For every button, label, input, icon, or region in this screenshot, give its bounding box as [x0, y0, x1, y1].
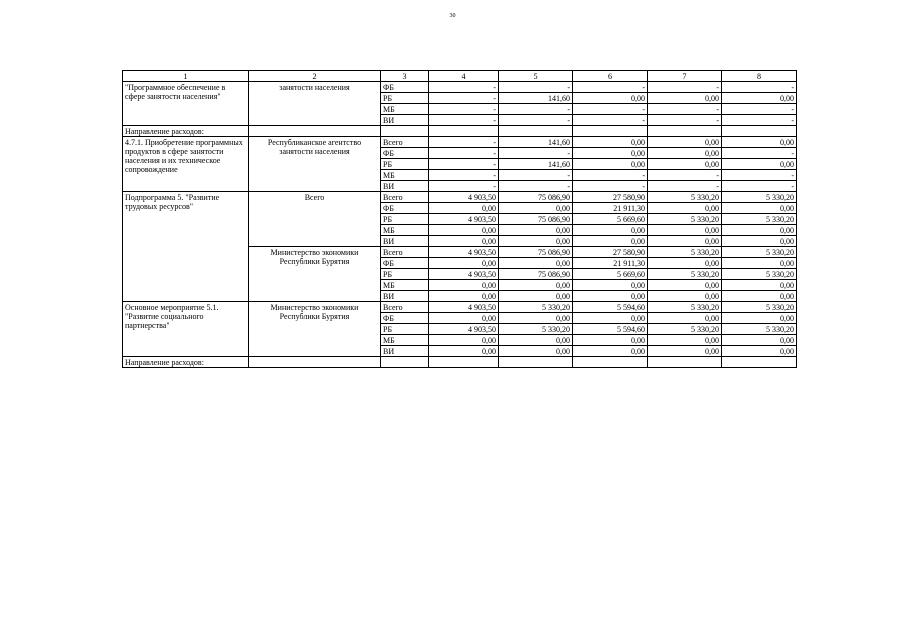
value-cell: -	[499, 181, 573, 192]
note-row	[123, 357, 797, 368]
value-cell: 0,00	[648, 291, 722, 302]
funding-source-cell: ФБ	[381, 313, 429, 324]
value-cell: 21 911,30	[573, 258, 648, 269]
value-cell: 4 903,50	[429, 247, 499, 258]
note-cell: Направление расходов:	[123, 126, 249, 137]
program-name-cell: 4.7.1. Приобретение программных продуктов в сфере занятости населения и их техническое сопровождение	[123, 137, 249, 192]
value-cell: 0,00	[648, 313, 722, 324]
value-cell: 0,00	[648, 203, 722, 214]
page-number: 30	[449, 13, 456, 19]
funding-source-cell: МБ	[381, 335, 429, 346]
funding-source-cell: РБ	[381, 159, 429, 170]
value-cell: 5 330,20	[648, 247, 722, 258]
empty-cell	[429, 357, 499, 368]
header-row	[123, 71, 797, 82]
table-row	[123, 192, 797, 203]
value-cell: 5 330,20	[648, 192, 722, 203]
header-cell: 3	[381, 71, 429, 82]
value-cell: 4 903,50	[429, 192, 499, 203]
header-cell: 1	[123, 71, 249, 82]
table-row	[123, 82, 797, 93]
value-cell: 0,00	[499, 346, 573, 357]
value-cell: 0,00	[499, 280, 573, 291]
value-cell: 0,00	[429, 236, 499, 247]
value-cell: 0,00	[573, 291, 648, 302]
value-cell: -	[429, 148, 499, 159]
value-cell: 0,00	[722, 236, 797, 247]
table-row	[123, 137, 797, 148]
value-cell: 0,00	[499, 203, 573, 214]
value-cell: -	[429, 93, 499, 104]
value-cell: 0,00	[722, 258, 797, 269]
value-cell: 4 903,50	[429, 214, 499, 225]
empty-cell	[381, 126, 429, 137]
value-cell: 5 330,20	[722, 302, 797, 313]
value-cell: 5 330,20	[722, 324, 797, 335]
empty-cell	[573, 357, 648, 368]
value-cell: 0,00	[573, 335, 648, 346]
value-cell: 5 330,20	[648, 302, 722, 313]
funding-source-cell: МБ	[381, 225, 429, 236]
value-cell: 0,00	[722, 225, 797, 236]
value-cell: 21 911,30	[573, 203, 648, 214]
program-name-cell: Основное мероприятие 5.1. "Развитие социального партнерства"	[123, 302, 249, 357]
value-cell: 0,00	[499, 335, 573, 346]
value-cell: 0,00	[429, 258, 499, 269]
executor-cell: Министерство экономики Республики Бурятия	[249, 302, 381, 357]
value-cell: 4 903,50	[429, 269, 499, 280]
funding-source-cell: ФБ	[381, 148, 429, 159]
value-cell: -	[722, 115, 797, 126]
executor-cell: Министерство экономики Республики Бурятия	[249, 247, 381, 302]
value-cell: 0,00	[573, 93, 648, 104]
funding-source-cell: ВИ	[381, 236, 429, 247]
value-cell: 0,00	[722, 335, 797, 346]
value-cell: 0,00	[722, 280, 797, 291]
empty-cell	[722, 357, 797, 368]
funding-source-cell: РБ	[381, 93, 429, 104]
value-cell: 0,00	[722, 313, 797, 324]
value-cell: 0,00	[573, 280, 648, 291]
header-cell: 5	[499, 71, 573, 82]
funding-source-cell: ФБ	[381, 258, 429, 269]
funding-source-cell: РБ	[381, 214, 429, 225]
empty-cell	[573, 126, 648, 137]
value-cell: -	[648, 181, 722, 192]
value-cell: -	[429, 82, 499, 93]
note-cell: Направление расходов:	[123, 357, 249, 368]
empty-cell	[499, 357, 573, 368]
value-cell: 0,00	[648, 335, 722, 346]
header-cell: 6	[573, 71, 648, 82]
executor-cell: Республиканское агентство занятости населения	[249, 137, 381, 192]
value-cell: 75 086,90	[499, 247, 573, 258]
value-cell: 0,00	[648, 93, 722, 104]
funding-source-cell: МБ	[381, 280, 429, 291]
executor-cell: занятости населения	[249, 82, 381, 126]
value-cell: -	[429, 115, 499, 126]
value-cell: 5 330,20	[722, 214, 797, 225]
value-cell: 0,00	[573, 313, 648, 324]
value-cell: -	[573, 82, 648, 93]
value-cell: 0,00	[499, 258, 573, 269]
value-cell: 0,00	[722, 93, 797, 104]
value-cell: 0,00	[429, 291, 499, 302]
value-cell: 0,00	[573, 346, 648, 357]
value-cell: 0,00	[499, 236, 573, 247]
value-cell: 5 330,20	[499, 324, 573, 335]
value-cell: 0,00	[573, 148, 648, 159]
value-cell: -	[648, 82, 722, 93]
value-cell: 5 669,60	[573, 214, 648, 225]
program-name-cell: "Программное обеспечение в сфере занятости населения"	[123, 82, 249, 126]
empty-cell	[722, 126, 797, 137]
empty-cell	[249, 357, 381, 368]
funding-source-cell: РБ	[381, 324, 429, 335]
value-cell: 4 903,50	[429, 324, 499, 335]
value-cell: -	[429, 137, 499, 148]
value-cell: -	[722, 181, 797, 192]
funding-source-cell: ВИ	[381, 181, 429, 192]
value-cell: -	[499, 115, 573, 126]
value-cell: -	[648, 115, 722, 126]
value-cell: 141,60	[499, 137, 573, 148]
value-cell: 5 330,20	[648, 269, 722, 280]
value-cell: 0,00	[722, 291, 797, 302]
value-cell: -	[499, 170, 573, 181]
value-cell: -	[573, 104, 648, 115]
value-cell: -	[429, 181, 499, 192]
value-cell: 0,00	[429, 313, 499, 324]
note-row	[123, 126, 797, 137]
funding-source-cell: Всего	[381, 302, 429, 313]
value-cell: 0,00	[648, 137, 722, 148]
value-cell: 5 594,60	[573, 324, 648, 335]
value-cell: -	[429, 104, 499, 115]
funding-source-cell: ВИ	[381, 346, 429, 357]
value-cell: 0,00	[429, 335, 499, 346]
value-cell: 75 086,90	[499, 192, 573, 203]
value-cell: 27 580,90	[573, 192, 648, 203]
empty-cell	[249, 126, 381, 137]
value-cell: 141,60	[499, 159, 573, 170]
value-cell: 0,00	[573, 159, 648, 170]
executor-cell: Всего	[249, 192, 381, 247]
value-cell: 0,00	[429, 280, 499, 291]
value-cell: -	[429, 170, 499, 181]
value-cell: 0,00	[648, 159, 722, 170]
value-cell: 5 594,60	[573, 302, 648, 313]
value-cell: 0,00	[429, 203, 499, 214]
value-cell: 0,00	[648, 148, 722, 159]
header-cell: 4	[429, 71, 499, 82]
value-cell: 0,00	[429, 346, 499, 357]
value-cell: 0,00	[722, 137, 797, 148]
value-cell: 5 330,20	[722, 192, 797, 203]
funding-source-cell: Всего	[381, 247, 429, 258]
funding-source-cell: МБ	[381, 104, 429, 115]
value-cell: -	[722, 170, 797, 181]
value-cell: 0,00	[722, 346, 797, 357]
value-cell: 75 086,90	[499, 214, 573, 225]
value-cell: -	[722, 82, 797, 93]
header-cell: 7	[648, 71, 722, 82]
funding-source-cell: ВИ	[381, 291, 429, 302]
empty-cell	[648, 126, 722, 137]
value-cell: 27 580,90	[573, 247, 648, 258]
funding-source-cell: ФБ	[381, 82, 429, 93]
value-cell: 0,00	[499, 291, 573, 302]
value-cell: -	[573, 115, 648, 126]
header-cell: 2	[249, 71, 381, 82]
table-row	[123, 302, 797, 313]
value-cell: 5 330,20	[648, 214, 722, 225]
value-cell: 0,00	[722, 159, 797, 170]
value-cell: -	[499, 82, 573, 93]
value-cell: 5 330,20	[722, 247, 797, 258]
value-cell: 5 330,20	[722, 269, 797, 280]
value-cell: -	[499, 104, 573, 115]
value-cell: 5 669,60	[573, 269, 648, 280]
value-cell: 0,00	[499, 313, 573, 324]
value-cell: 0,00	[648, 236, 722, 247]
value-cell: 0,00	[573, 236, 648, 247]
value-cell: 0,00	[648, 346, 722, 357]
value-cell: -	[573, 181, 648, 192]
value-cell: 0,00	[429, 225, 499, 236]
value-cell: -	[648, 170, 722, 181]
value-cell: 0,00	[722, 203, 797, 214]
funding-source-cell: РБ	[381, 269, 429, 280]
program-name-cell: Подпрограмма 5. "Развитие трудовых ресурсов"	[123, 192, 249, 302]
empty-cell	[648, 357, 722, 368]
value-cell: 141,60	[499, 93, 573, 104]
budget-table	[122, 70, 797, 368]
funding-source-cell: МБ	[381, 170, 429, 181]
table-body	[123, 71, 797, 368]
value-cell: 0,00	[499, 225, 573, 236]
value-cell: 0,00	[648, 258, 722, 269]
value-cell: 0,00	[648, 225, 722, 236]
empty-cell	[429, 126, 499, 137]
value-cell: -	[722, 104, 797, 115]
value-cell: -	[648, 104, 722, 115]
value-cell: 5 330,20	[499, 302, 573, 313]
value-cell: -	[429, 159, 499, 170]
funding-source-cell: ФБ	[381, 203, 429, 214]
value-cell: -	[499, 148, 573, 159]
funding-source-cell: Всего	[381, 137, 429, 148]
value-cell: 5 330,20	[648, 324, 722, 335]
empty-cell	[381, 357, 429, 368]
value-cell: 0,00	[648, 280, 722, 291]
value-cell: 4 903,50	[429, 302, 499, 313]
value-cell: -	[722, 148, 797, 159]
funding-source-cell: ВИ	[381, 115, 429, 126]
value-cell: 75 086,90	[499, 269, 573, 280]
value-cell: 0,00	[573, 225, 648, 236]
funding-source-cell: Всего	[381, 192, 429, 203]
value-cell: 0,00	[573, 137, 648, 148]
empty-cell	[499, 126, 573, 137]
header-cell: 8	[722, 71, 797, 82]
value-cell: -	[573, 170, 648, 181]
